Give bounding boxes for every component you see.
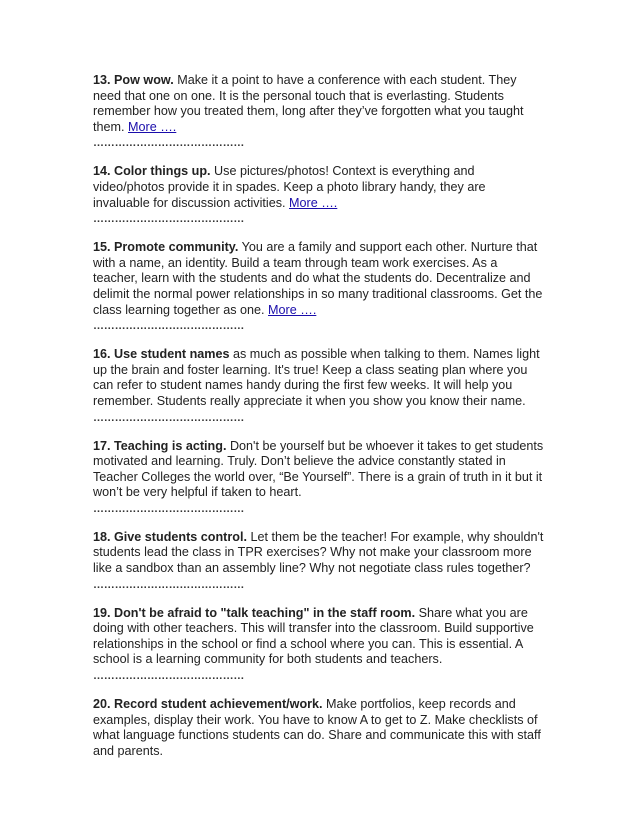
tip-16 bbox=[93, 347, 545, 409]
tip-title: 19. Don't be afraid to "talk teaching" in the staff room. bbox=[93, 605, 416, 620]
tip-body: Make portfolios, keep records and examples, display their work. You have to know A to get to Z. Make checklists of what language functions students can do. Share and communicate this with staff and parents. bbox=[93, 697, 541, 758]
more-link[interactable]: More …. bbox=[128, 119, 177, 134]
tip-19 bbox=[93, 606, 545, 668]
dotted-separator: …………………………………… bbox=[93, 320, 245, 333]
tip-15 bbox=[93, 240, 545, 318]
tip-body: Let them be the teacher! For example, why shouldn't students lead the class in TPR exercises? Why not make your classroom more like a sandbox than an assembly line? Why not negotiate class rules together? bbox=[93, 529, 544, 576]
dotted-separator: …………………………………… bbox=[93, 578, 245, 591]
dotted-separator: …………………………………… bbox=[93, 213, 245, 226]
tip-title: 20. Record student achievement/work. bbox=[93, 697, 323, 712]
tip-body: You are a family and support each other. Nurture that with a name, an identity. Build a team through team work exercises. As a teacher, learn with the students and do what the students do. Decentralize and delimit the normal power relationships in so many traditional classrooms. Get the class learning together as one. bbox=[93, 240, 543, 317]
dotted-separator: …………………………………… bbox=[93, 670, 245, 683]
tip-title: 16. Use student names bbox=[93, 347, 230, 362]
tip-18 bbox=[93, 530, 545, 577]
more-link[interactable]: More …. bbox=[289, 195, 338, 210]
tip-body: Make it a point to have a conference with each student. They need that one on one. It is the personal touch that is everlasting. Students remember how you treated them, long after they’ve forgotten what you taught them. bbox=[93, 73, 524, 134]
tip-title: 14. Color things up. bbox=[93, 164, 211, 179]
tip-body: Use pictures/photos! Context is everything and video/photos provide it in spades. Keep a photo library handy, they are invaluable for discussion activities. bbox=[93, 164, 486, 210]
dotted-separator: …………………………………… bbox=[93, 137, 245, 150]
dotted-separator: …………………………………… bbox=[93, 411, 245, 424]
tip-body: as much as possible when talking to them. Names light up the brain and foster learning. It's true! Keep a class seating plan where you can refer to student names handy during the first few weeks. It will help you remember. Students really appreciate it when you show you know their name. bbox=[93, 347, 540, 408]
tip-17 bbox=[93, 439, 545, 501]
tip-title: 13. Pow wow. bbox=[93, 73, 174, 87]
tip-14 bbox=[93, 164, 545, 211]
tip-title: 15. Promote community. bbox=[93, 240, 239, 255]
tip-title: 17. Teaching is acting. bbox=[93, 438, 227, 453]
tip-body: Don't be yourself but be whoever it takes to get students motivated and learning. Truly. Don’t believe the advice constantly stated in Teacher Colleges the world over, “Be Yourself”. There is a grain of truth in it but it won’t be very helpful if taken to heart. bbox=[93, 438, 544, 500]
more-link[interactable]: More …. bbox=[268, 302, 317, 317]
dotted-separator: …………………………………… bbox=[93, 502, 245, 515]
tip-title: 18. Give students control. bbox=[93, 529, 247, 544]
document-page bbox=[93, 73, 545, 759]
tip-20 bbox=[93, 697, 545, 759]
tip-body: Share what you are doing with other teachers. This will transfer into the classroom. Build supportive relationships in the school or find a school where you can. This is essential. A school is a learning community for both students and teachers. bbox=[93, 605, 534, 667]
tip-13 bbox=[93, 73, 545, 135]
